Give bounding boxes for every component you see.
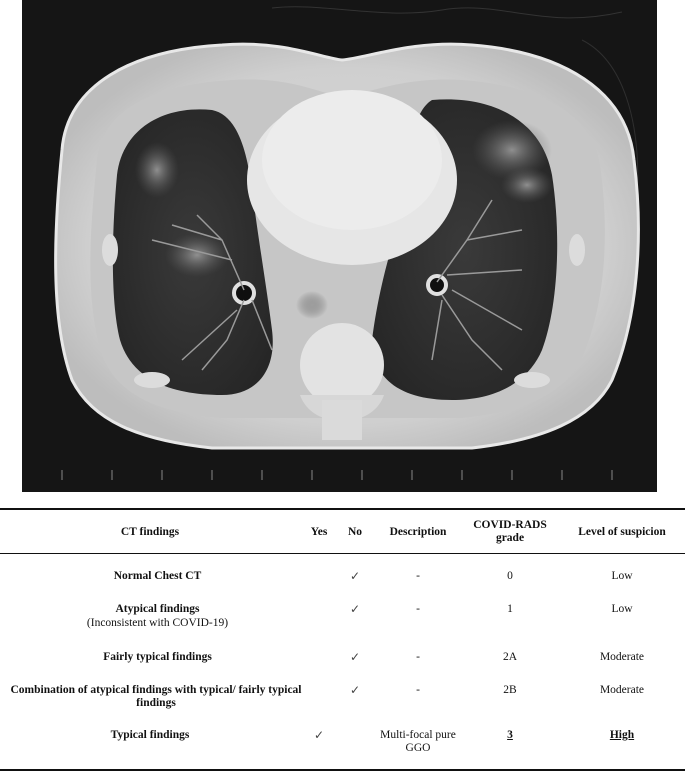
header-level-of-suspicion: Level of suspicion — [578, 526, 666, 538]
header-yes: Yes — [310, 526, 328, 538]
row-no-check-icon: ✓ — [349, 683, 361, 697]
header-ct-findings: CT findings — [120, 526, 180, 538]
table-bottom-rule — [0, 769, 685, 771]
row-description: - — [416, 684, 420, 696]
row-finding: Atypical findings — [115, 603, 200, 615]
row-description: - — [416, 651, 420, 663]
row-finding: Typical findings — [110, 729, 190, 741]
header-no: No — [347, 526, 363, 538]
row-yes-check-icon: ✓ — [313, 728, 325, 742]
row-grade: 0 — [507, 570, 513, 582]
row-suspicion: Moderate — [599, 651, 645, 663]
row-no-check-icon: ✓ — [349, 569, 361, 583]
table-header-rule — [0, 553, 685, 554]
row-suspicion: Low — [611, 570, 633, 582]
table-top-rule — [0, 508, 685, 510]
ct-scan-drawing — [22, 0, 657, 492]
row-suspicion: High — [609, 729, 635, 741]
row-no-check-icon: ✓ — [349, 602, 361, 616]
header-description: Description — [389, 526, 447, 538]
row-suspicion: Low — [611, 603, 633, 615]
row-grade: 2A — [502, 651, 518, 663]
row-grade: 2B — [503, 684, 517, 696]
header-covid-rads-grade: COVID-RADS grade — [473, 519, 547, 544]
row-description: - — [416, 603, 420, 615]
row-finding: Combination of atypical findings with typical/ fairly typical findings — [10, 684, 302, 709]
row-grade: 1 — [507, 603, 513, 615]
row-finding-sub: (Inconsistent with COVID-19) — [86, 617, 229, 629]
row-description: - — [416, 570, 420, 582]
row-description: Multi-focal pure GGO — [380, 729, 456, 754]
row-no-check-icon: ✓ — [349, 650, 361, 664]
ct-scan-image — [22, 0, 657, 492]
row-suspicion: Moderate — [599, 684, 645, 696]
row-finding: Fairly typical findings — [103, 651, 212, 663]
row-finding: Normal Chest CT — [113, 570, 202, 582]
row-grade: 3 — [507, 729, 513, 741]
covid-rads-table — [0, 508, 685, 770]
